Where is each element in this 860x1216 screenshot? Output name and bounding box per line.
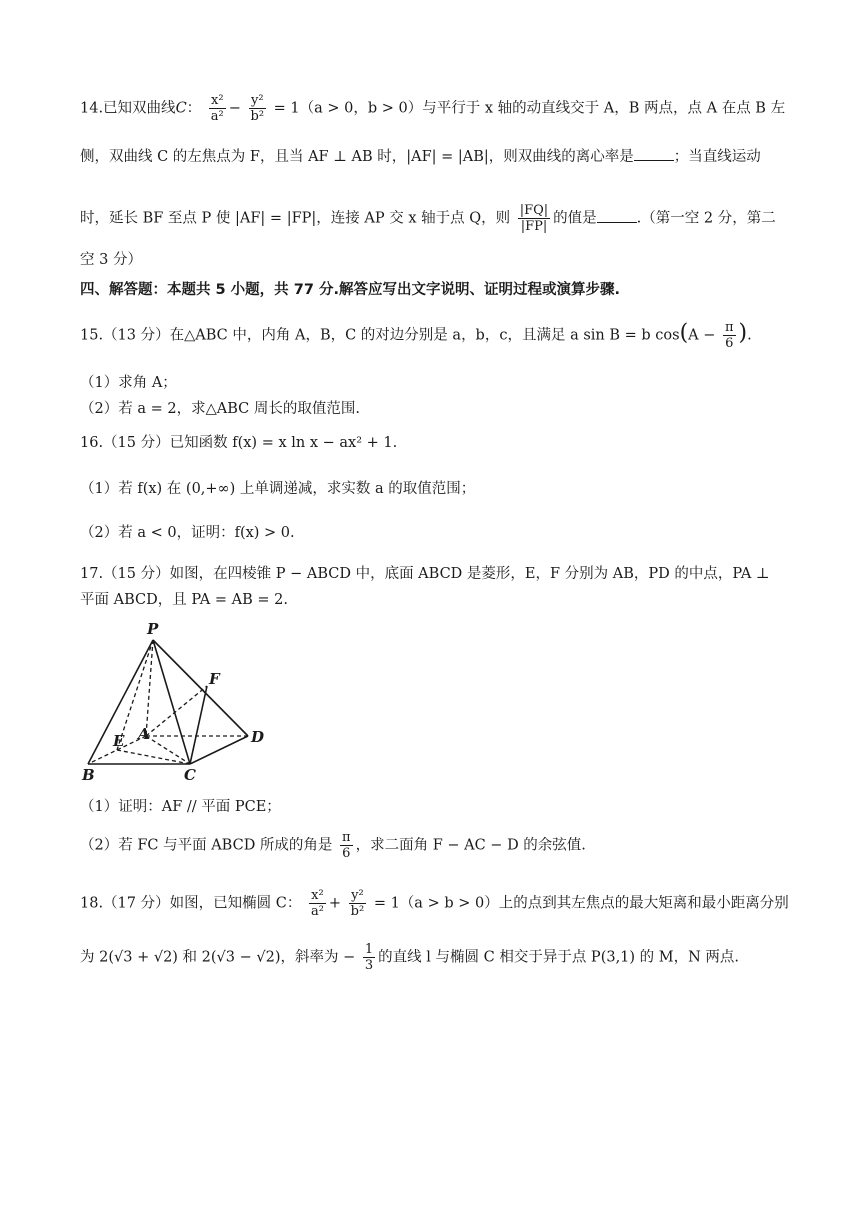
q18-fraction-1-3 <box>363 942 375 973</box>
q18-text: 的直线 l 与椭圆 C 相交于异于点 P(3,1) 的 M，N 两点. <box>378 949 740 966</box>
frac-den: 3 <box>364 958 374 973</box>
q15-text: A − <box>688 327 716 344</box>
q15-stem: 15.（13 分）在△ABC 中，内角 A，B，C 的对边分别是 a，b，c，且满足 a sin B = b cos(A − $\frac{\pi}{6}$ ). <box>80 320 752 351</box>
q17-stem-line-1: 17.（15 分）如图，在四棱锥 P − ABCD 中，底面 ABCD 是菱形，E，F 分别为 AB，PD 的中点，PA ⊥ <box>80 566 770 582</box>
q14-colon: ： <box>186 100 202 117</box>
label-a: A <box>138 725 150 743</box>
q18-fraction-x <box>309 888 326 919</box>
edge-pa <box>146 640 153 736</box>
frac-num: y² <box>349 888 367 904</box>
q18-line-2 <box>80 942 739 973</box>
q15-part-1: （1）求角 A； <box>80 375 177 391</box>
q14-text: = 1（a > 0，b > 0）与平行于 x 轴的动直线交于 A，B 两点，点 A 在点 B 左 <box>269 100 786 117</box>
label-b: B <box>82 766 95 784</box>
q14-line-4: 空 3 分） <box>80 252 142 268</box>
frac-num: y² <box>249 93 267 109</box>
q14-var-c: C <box>175 100 187 117</box>
edge-cf <box>190 686 207 764</box>
frac-num: 1 <box>364 942 374 957</box>
pyramid-figure <box>80 618 270 786</box>
frac-den: 6 <box>725 336 734 351</box>
q14-text: 的值是 <box>553 210 597 227</box>
plus-sign: + <box>328 895 342 912</box>
q18-text: 为 2(√3 + √2) 和 2(√3 − √2)，斜率为 − <box>80 949 356 966</box>
q14-fraction-y <box>249 93 267 124</box>
q15-fraction-pi-6 <box>723 320 736 351</box>
q14-fraction-fq-fp <box>518 203 550 234</box>
section-heading: 四、解答题：本题共 5 小题，共 77 分.解答应写出文字说明、证明过程或演算步骤. <box>80 282 620 298</box>
label-c: C <box>184 766 196 784</box>
q14-text: .（第一空 2 分，第二 <box>636 210 776 227</box>
q17-stem-line-2: 平面 ABCD，且 PA = AB = 2. <box>80 592 288 608</box>
edge-cd <box>190 736 248 764</box>
q17-fraction-pi-6 <box>340 830 353 861</box>
q18-text: 18.（17 分）如图，已知椭圆 C： <box>80 895 302 912</box>
q18-fraction-y <box>349 888 367 919</box>
q17-part-2 <box>80 830 586 861</box>
q15-part-2: （2）若 a = 2，求△ABC 周长的取值范围. <box>80 401 360 417</box>
q14-text: 时，延长 BF 至点 P 使 |AF| = |FP|，连接 AP 交 x 轴于点 Q，则 <box>80 210 511 227</box>
q14-text: ；当直线运动 <box>673 149 761 165</box>
frac-num: x² <box>309 888 326 904</box>
q14-line-1 <box>80 93 785 124</box>
q15-text: . <box>747 327 752 344</box>
q18-text: = 1（a > b > 0）上的点到其左焦点的最大矩离和最小距离分别 <box>369 895 789 912</box>
frac-den: b² <box>350 904 365 919</box>
q16-part-2: （2）若 a < 0，证明：f(x) > 0. <box>80 525 295 541</box>
answer-blank[interactable] <box>597 208 637 223</box>
frac-num: π <box>725 320 734 335</box>
q16-part-1: （1）若 f(x) 在 (0,+∞) 上单调递减，求实数 a 的取值范围； <box>80 481 476 497</box>
frac-den: |FP| <box>520 219 548 234</box>
label-p: P <box>147 620 159 638</box>
q18-line-1 <box>80 888 789 919</box>
minus-sign: − <box>228 100 241 117</box>
edge-ec <box>117 750 190 764</box>
frac-num: x² <box>209 93 226 109</box>
q14-line-3 <box>80 203 776 234</box>
label-e: E <box>113 732 125 750</box>
q14-text: 14.已知双曲线 <box>80 100 176 117</box>
frac-den: 6 <box>342 846 351 861</box>
frac-num: |FQ| <box>519 203 549 218</box>
q16-stem: 16.（15 分）已知函数 f(x) = x ln x − ax² + 1. <box>80 435 398 451</box>
q14-text: 侧，双曲线 C 的左焦点为 F，且当 AF ⊥ AB 时，|AF| = |AB|，则双曲线的离心率是 <box>80 149 634 165</box>
q15-text: 15.（13 分）在△ABC 中，内角 A，B，C 的对边分别是 a，b，c，且满足 a sin B = b cos <box>80 327 680 344</box>
label-d: D <box>251 728 265 746</box>
label-f: F <box>209 670 220 688</box>
frac-den: a² <box>310 904 324 919</box>
pyramid-diagram <box>80 618 270 786</box>
q14-line-2 <box>80 146 761 167</box>
q14-fraction-x <box>209 93 226 124</box>
q17-text: （2）若 FC 与平面 ABCD 所成的角是 <box>80 837 333 854</box>
frac-den: b² <box>250 109 265 124</box>
frac-num: π <box>342 830 351 845</box>
answer-blank[interactable] <box>634 146 674 161</box>
frac-den: a² <box>210 109 224 124</box>
q17-part-1: （1）证明：AF // 平面 PCE； <box>80 799 281 815</box>
q17-text: ，求二面角 F − AC − D 的余弦值. <box>355 837 586 854</box>
